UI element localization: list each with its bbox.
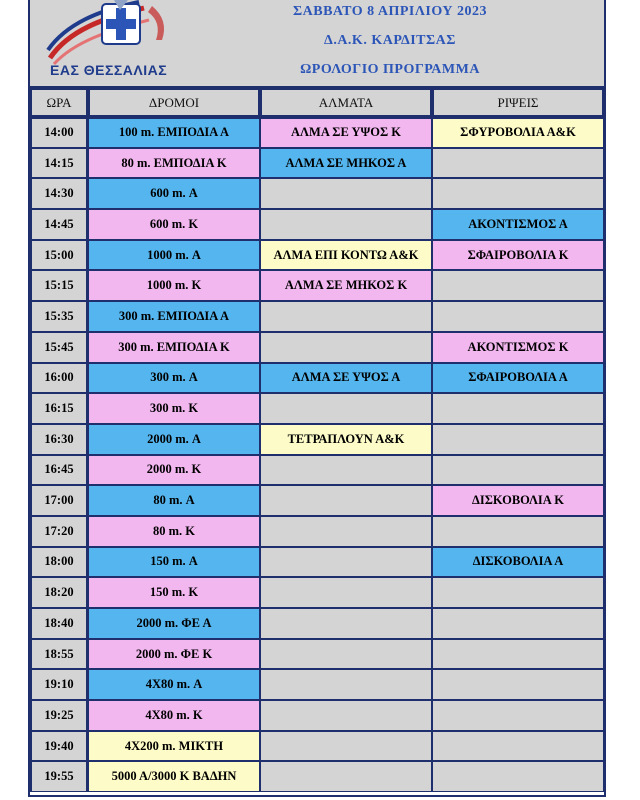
track-event: 4Χ80 m. Κ	[88, 700, 260, 731]
logo-text: ΕΑΣ ΘΕΣΣΑΛΙΑΣ	[50, 62, 168, 78]
track-event: 150 m. Κ	[88, 577, 260, 608]
table-row	[30, 547, 604, 578]
column-header-time: ΩΡΑ	[30, 88, 88, 117]
throw-event	[432, 608, 604, 639]
throw-event	[432, 301, 604, 332]
table-row	[30, 301, 604, 332]
track-event: 300 m. ΕΜΠΟΔΙΑ Α	[88, 301, 260, 332]
track-event: 2000 m. Α	[88, 424, 260, 455]
time-cell: 15:15	[30, 270, 88, 301]
time-cell: 19:10	[30, 669, 88, 700]
throw-event: ΣΦΥΡΟΒΟΛΙΑ Α&Κ	[432, 117, 604, 148]
jump-event	[260, 577, 432, 608]
time-cell: 18:20	[30, 577, 88, 608]
jump-event: ΑΛΜΑ ΕΠΙ ΚΟΝΤΩ Α&Κ	[260, 240, 432, 271]
time-cell: 14:45	[30, 209, 88, 240]
time-cell: 15:45	[30, 332, 88, 363]
time-cell: 18:00	[30, 547, 88, 578]
jump-event: ΑΛΜΑ ΣΕ ΜΗΚΟΣ Κ	[260, 270, 432, 301]
throw-event	[432, 761, 604, 792]
jump-event: ΑΛΜΑ ΣΕ ΥΨΟΣ Α	[260, 363, 432, 394]
table-row	[30, 332, 604, 363]
throw-event	[432, 455, 604, 486]
table-row	[30, 608, 604, 639]
jump-event	[260, 332, 432, 363]
track-event: 2000 m. ΦΕ Α	[88, 608, 260, 639]
track-event: 300 m. ΕΜΠΟΔΙΑ Κ	[88, 332, 260, 363]
jump-event	[260, 731, 432, 762]
time-cell: 19:40	[30, 731, 88, 762]
time-cell: 14:00	[30, 117, 88, 148]
table-row	[30, 393, 604, 424]
time-cell: 18:55	[30, 639, 88, 670]
throw-event	[432, 577, 604, 608]
time-cell: 16:30	[30, 424, 88, 455]
venue-title: Δ.Α.Κ. ΚΑΡΔΙΤΣΑΣ	[324, 33, 456, 48]
jump-event	[260, 455, 432, 486]
table-row	[30, 270, 604, 301]
table-row	[30, 455, 604, 486]
throw-event	[432, 639, 604, 670]
track-event: 80 m. Κ	[88, 516, 260, 547]
jump-event	[260, 639, 432, 670]
track-event: 300 m. Κ	[88, 393, 260, 424]
table-row	[30, 669, 604, 700]
schedule-header	[30, 0, 604, 88]
throw-event	[432, 178, 604, 209]
track-event: 1000 m. Κ	[88, 270, 260, 301]
track-event: 80 m. Α	[88, 485, 260, 516]
column-header-jumps: ΑΛΜΑΤΑ	[260, 88, 432, 117]
track-event: 2000 m. ΦΕ Κ	[88, 639, 260, 670]
throw-event: ΑΚΟΝΤΙΣΜΟΣ Κ	[432, 332, 604, 363]
time-cell: 15:00	[30, 240, 88, 271]
table-row	[30, 240, 604, 271]
time-cell: 16:15	[30, 393, 88, 424]
table-row	[30, 516, 604, 547]
track-event: 80 m. ΕΜΠΟΔΙΑ Κ	[88, 148, 260, 179]
track-event: 4Χ80 m. Α	[88, 669, 260, 700]
schedule-title: ΩΡΟΛΟΓΙΟ ΠΡΟΓΡΑΜΜΑ	[300, 62, 480, 77]
schedule-table	[30, 88, 604, 792]
throw-event: ΑΚΟΝΤΙΣΜΟΣ Α	[432, 209, 604, 240]
throw-event	[432, 669, 604, 700]
table-row	[30, 639, 604, 670]
table-row	[30, 363, 604, 394]
throw-event: ΣΦΑΙΡΟΒΟΛΙΑ Κ	[432, 240, 604, 271]
track-event: 2000 m. Κ	[88, 455, 260, 486]
jump-event	[260, 209, 432, 240]
table-row	[30, 178, 604, 209]
track-event: 150 m. Α	[88, 547, 260, 578]
table-row	[30, 577, 604, 608]
throw-event: ΣΦΑΙΡΟΒΟΛΙΑ Α	[432, 363, 604, 394]
track-event: 1000 m. Α	[88, 240, 260, 271]
column-header-track: ΔΡΟΜΟΙ	[88, 88, 260, 117]
table-row	[30, 700, 604, 731]
throw-event	[432, 424, 604, 455]
jump-event: ΤΕΤΡΑΠΛΟΥΝ Α&Κ	[260, 424, 432, 455]
time-cell: 14:30	[30, 178, 88, 209]
event-date: ΣΑΒΒΑΤΟ 8 ΑΠΡΙΛΙΟΥ 2023	[292, 4, 487, 19]
track-event: 300 m. Α	[88, 363, 260, 394]
time-cell: 17:00	[30, 485, 88, 516]
throw-event	[432, 700, 604, 731]
time-cell: 18:40	[30, 608, 88, 639]
throw-event	[432, 731, 604, 762]
time-cell: 15:35	[30, 301, 88, 332]
time-cell: 16:45	[30, 455, 88, 486]
throw-event: ΔΙΣΚΟΒΟΛΙΑ Κ	[432, 485, 604, 516]
throw-event	[432, 148, 604, 179]
jump-event	[260, 301, 432, 332]
track-event: 4Χ200 m. ΜΙΚΤΗ	[88, 731, 260, 762]
jump-event: ΑΛΜΑ ΣΕ ΜΗΚΟΣ Α	[260, 148, 432, 179]
time-cell: 16:00	[30, 363, 88, 394]
jump-event	[260, 485, 432, 516]
jump-event	[260, 393, 432, 424]
table-header-row	[30, 88, 604, 117]
table-row	[30, 148, 604, 179]
table-row	[30, 117, 604, 148]
track-event: 5000 Α/3000 Κ ΒΑΔΗΝ	[88, 761, 260, 792]
table-row	[30, 731, 604, 762]
jump-event	[260, 547, 432, 578]
time-cell: 17:20	[30, 516, 88, 547]
throw-event	[432, 393, 604, 424]
table-row	[30, 424, 604, 455]
throw-event	[432, 516, 604, 547]
jump-event	[260, 761, 432, 792]
time-cell: 14:15	[30, 148, 88, 179]
jump-event: ΑΛΜΑ ΣΕ ΥΨΟΣ Κ	[260, 117, 432, 148]
jump-event	[260, 669, 432, 700]
schedule-sheet	[28, 0, 606, 797]
time-cell: 19:25	[30, 700, 88, 731]
column-header-throws: ΡΙΨΕΙΣ	[432, 88, 604, 117]
jump-event	[260, 516, 432, 547]
jump-event	[260, 178, 432, 209]
table-row	[30, 209, 604, 240]
throw-event	[432, 270, 604, 301]
track-event: 600 m. Α	[88, 178, 260, 209]
jump-event	[260, 700, 432, 731]
track-event: 600 m. Κ	[88, 209, 260, 240]
table-row	[30, 761, 604, 792]
jump-event	[260, 608, 432, 639]
table-row	[30, 485, 604, 516]
time-cell: 19:55	[30, 761, 88, 792]
track-event: 100 m. ΕΜΠΟΔΙΑ Α	[88, 117, 260, 148]
throw-event: ΔΙΣΚΟΒΟΛΙΑ Α	[432, 547, 604, 578]
